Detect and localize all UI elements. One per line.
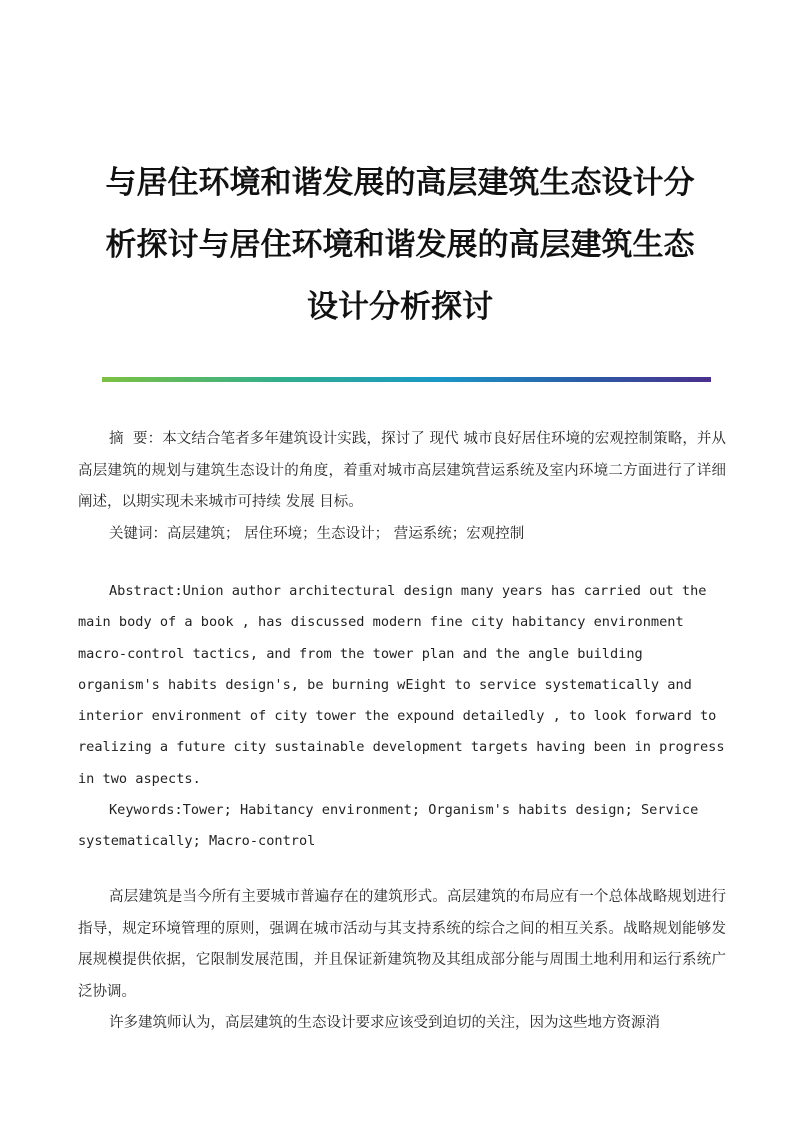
title-line: 析探讨与居住环境和谐发展的高层建筑生态 (105, 227, 695, 263)
keywords-en-label: Keywords: (109, 802, 183, 819)
title-line: 与居住环境和谐发展的高层建筑生态设计分 (105, 165, 695, 201)
keywords-cn-label: 关键词： (109, 525, 167, 542)
keywords-cn (78, 519, 726, 551)
abstract-en-label: Abstract: (109, 583, 183, 599)
abstract-en (78, 576, 728, 795)
title-divider (102, 377, 711, 382)
english-abstract-section (78, 576, 728, 858)
body-text (78, 882, 726, 1040)
abstract-en-text: Union author architectural design many years has carried out the main body of a book , has discussed modern fine city habitancy environment macro-control tactics, and from the tower plan and the angle building organism's habits design's, be burning wEight to service systematically and interior environment of city tower the expound detailedly , to look forward to realizing a future city sustainable development targets having been in progress in two aspects. (78, 583, 725, 787)
chinese-abstract-section (78, 424, 726, 550)
keywords-en-text: Tower; Habitancy environment; Organism's habits design; Service systematically; Macro-control (78, 802, 699, 850)
abstract-cn (78, 424, 726, 519)
body-paragraph: 高层建筑是当今所有主要城市普遍存在的建筑形式。高层建筑的布局应有一个总体战略规划进行指导，规定环境管理的原则，强调在城市活动与其支持系统的综合之间的相互关系。战略规划能够发展规模提供依据，它限制发展范围，并且保证新建筑物及其组成部分能与周围土地利用和运行系统广泛协调。 (78, 889, 726, 1000)
keywords-cn-text: 高层建筑； 居住环境；生态设计； 营运系统；宏观控制 (167, 525, 525, 542)
abstract-cn-text: 本文结合笔者多年建筑设计实践，探讨了 现代 城市良好居住环境的宏观控制策略，并从高层建筑的规划与建筑生态设计的角度，着重对城市高层建筑营运系统及室内环境二方面进行了详细阐述，以期实现未来城市可持续 发展 目标。 (78, 431, 727, 510)
title-line: 设计分析探讨 (307, 289, 493, 325)
abstract-cn-label: 摘 要： (109, 431, 163, 447)
body-paragraph: 许多建筑师认为，高层建筑的生态设计要求应该受到迫切的关注，因为这些地方资源消 (109, 1015, 660, 1031)
keywords-en (78, 795, 728, 858)
document-title (80, 152, 720, 338)
